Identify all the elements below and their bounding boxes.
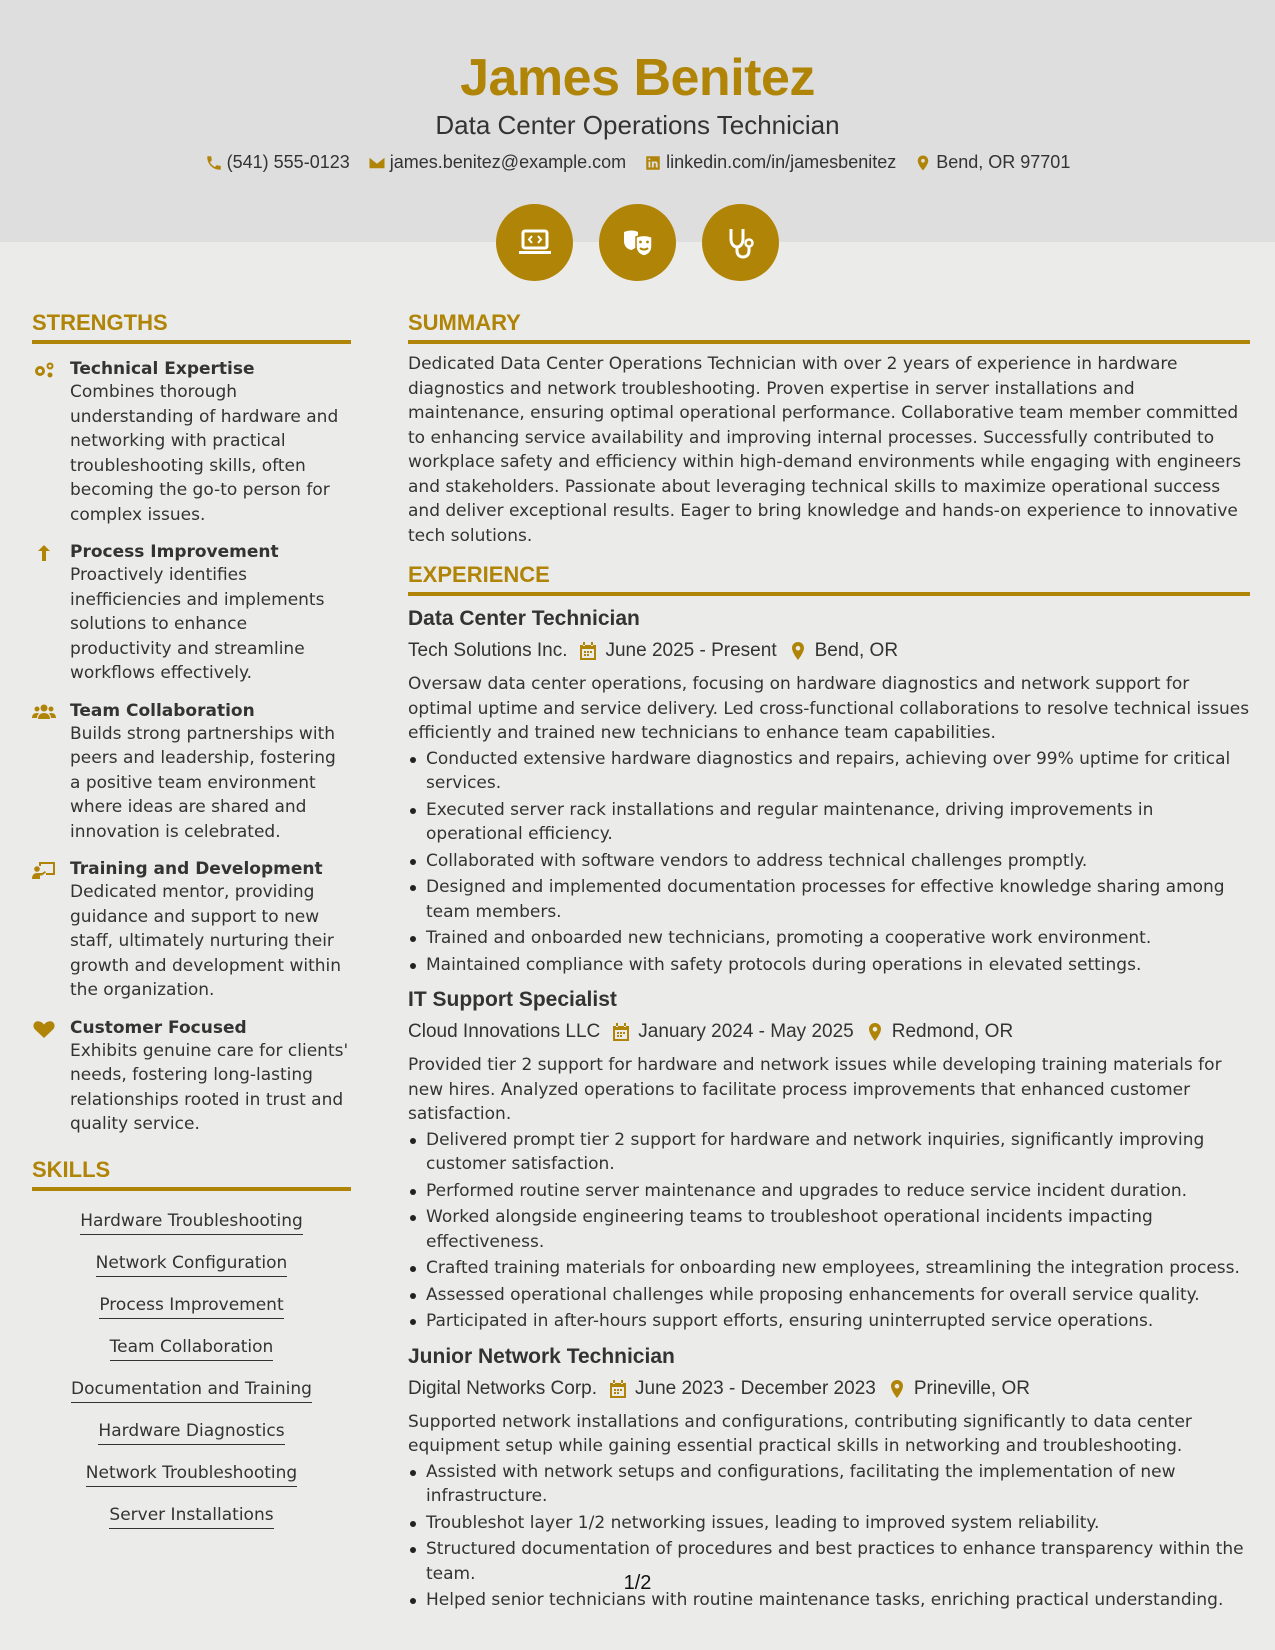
contact-row xyxy=(0,152,1275,173)
arrow-up-icon xyxy=(32,543,56,563)
bullet-item: Collaborated with software vendors to address technical challenges promptly. xyxy=(408,849,1250,874)
job-title: Data Center Technician xyxy=(408,607,640,630)
users-icon xyxy=(32,702,56,722)
bullet-item: Maintained compliance with safety protocols during operations in elevated settings. xyxy=(408,953,1250,978)
job-description: Supported network installations and configurations, contributing significantly to data center equipment setup while gaining essential practical skills in networking and troubleshooting. xyxy=(408,1411,1192,1456)
strength-title: Training and Development xyxy=(70,859,323,879)
gears-icon xyxy=(32,360,56,380)
bullet-item: Helped senior technicians with routine maintenance tasks, enriching practical understanding. xyxy=(408,1588,1250,1613)
job-location: Bend, OR xyxy=(814,640,899,661)
skill-item: Hardware Troubleshooting xyxy=(80,1203,303,1235)
bullet-item: Assessed operational challenges while proposing enhancements for overall service quality. xyxy=(408,1283,1250,1308)
job-dates: June 2025 - Present xyxy=(605,640,777,661)
calendar-icon xyxy=(609,1379,627,1399)
strength-description: Proactively identifies inefficiencies and implements solutions to enhance productivity and streamline workflows effectively. xyxy=(70,565,325,683)
linkedin-icon xyxy=(644,154,662,172)
job-dates: January 2024 - May 2025 xyxy=(638,1021,854,1042)
badge-row xyxy=(0,204,1275,281)
contact-linkedin[interactable] xyxy=(644,152,896,173)
bullet-item: Delivered prompt tier 2 support for hardware and network inquiries, significantly improving customer satisfaction. xyxy=(408,1128,1250,1177)
phone-icon xyxy=(205,154,223,172)
job-meta xyxy=(408,1376,1250,1402)
job-bullets xyxy=(408,1128,1250,1334)
skills-heading: SKILLS xyxy=(32,1157,351,1191)
envelope-icon xyxy=(368,154,386,172)
skill-item: Network Configuration xyxy=(96,1245,288,1277)
candidate-name: James Benitez xyxy=(460,49,815,107)
stethoscope-icon xyxy=(721,223,761,263)
badge-stethoscope xyxy=(702,204,779,281)
contact-text: (541) 555-0123 xyxy=(226,152,350,172)
badge-theater-masks xyxy=(599,204,676,281)
bullet-item: Conducted extensive hardware diagnostics and repairs, achieving over 99% uptime for critical services. xyxy=(408,747,1250,796)
job-bullets xyxy=(408,747,1250,978)
laptop-code-icon xyxy=(515,223,555,263)
contact-text: Bend, OR 97701 xyxy=(936,152,1071,172)
strength-description: Builds strong partnerships with peers and leadership, fostering a positive team environment where ideas are shared and innovation is celebrated. xyxy=(70,723,336,842)
theater-masks-icon xyxy=(618,223,658,263)
location-pin-icon xyxy=(888,1379,906,1399)
calendar-icon xyxy=(612,1022,630,1042)
left-column xyxy=(32,310,351,1539)
job-entry xyxy=(408,987,1250,1334)
strength-item xyxy=(32,1017,351,1137)
job-location: Prineville, OR xyxy=(913,1377,1030,1399)
summary-heading: SUMMARY xyxy=(408,310,1250,344)
strength-item xyxy=(32,541,351,686)
bullet-item: Designed and implemented documentation processes for effective knowledge sharing among team members. xyxy=(408,875,1250,924)
bullet-item: Worked alongside engineering teams to troubleshoot operational incidents impacting effectiveness. xyxy=(408,1205,1250,1254)
strength-description: Exhibits genuine care for clients' needs, fostering long-lasting relationships rooted in trust and quality service. xyxy=(70,1040,349,1134)
job-location: Redmond, OR xyxy=(891,1021,1014,1042)
right-column xyxy=(408,310,1250,1615)
job-company: Cloud Innovations LLC xyxy=(408,1021,601,1042)
bullet-item: Troubleshot layer 1/2 networking issues, leading to improved system reliability. xyxy=(408,1511,1250,1536)
bullet-item: Crafted training materials for onboarding new employees, streamlining the integration process. xyxy=(408,1256,1250,1281)
job-description: Provided tier 2 support for hardware and network issues while developing training materials for new hires. Analyzed operations to facilitate process improvements that enhanced customer satisfaction. xyxy=(408,1055,1222,1124)
page-indicator: 1/2 xyxy=(623,1572,652,1594)
strength-title: Process Improvement xyxy=(70,542,279,562)
job-title: Junior Network Technician xyxy=(408,1344,675,1368)
strength-title: Team Collaboration xyxy=(70,700,255,721)
job-entry xyxy=(408,606,1250,977)
contact-location xyxy=(914,152,1070,173)
experience-heading: EXPERIENCE xyxy=(408,562,1250,596)
skill-item: Network Troubleshooting xyxy=(86,1455,297,1487)
bullet-item: Structured documentation of procedures and best practices to enhance transparency within the team. xyxy=(408,1537,1250,1586)
summary-text: Dedicated Data Center Operations Technician with over 2 years of experience in hardware diagnostics and network troubleshooting. Proven expertise in server installations and maintenance, ensuring optimal operational performance. Collaborative team member committed to enhancing service availability and improving internal processes. Successfully contributed to workplace safety and efficiency within high-demand environments while engaging with engineers and stakeholders. Passionate about leveraging technical skills to maximize operational success and deliver exceptional results. Eager to bring knowledge and hands-on experience to innovative tech solutions. xyxy=(408,354,1242,546)
bullet-item: Performed routine server maintenance and upgrades to reduce service incident duration. xyxy=(408,1179,1250,1204)
contact-email[interactable] xyxy=(368,152,626,173)
strength-description: Combines thorough understanding of hardware and networking with practical troubleshooting skills, often becoming the go-to person for complex issues. xyxy=(70,382,339,525)
location-pin-icon xyxy=(866,1022,884,1042)
job-meta xyxy=(408,638,1250,664)
skill-item: Server Installations xyxy=(109,1497,273,1529)
job-company: Tech Solutions Inc. xyxy=(408,640,568,661)
job-dates: June 2023 - December 2023 xyxy=(635,1377,876,1399)
bullet-item: Executed server rack installations and regular maintenance, driving improvements in operational efficiency. xyxy=(408,798,1250,847)
strength-title: Technical Expertise xyxy=(70,359,255,379)
job-description: Oversaw data center operations, focusing on hardware diagnostics and network support for optimal uptime and service delivery. Led cross-functional collaborations to resolve technical issues efficiently and trained new technicians to enhance team capabilities. xyxy=(408,674,1250,743)
skills-list xyxy=(32,1203,351,1539)
skill-item: Team Collaboration xyxy=(110,1329,274,1361)
bullet-item: Assisted with network setups and configurations, facilitating the implementation of new infrastructure. xyxy=(408,1460,1250,1509)
job-meta xyxy=(408,1019,1250,1045)
contact-phone[interactable] xyxy=(205,152,350,173)
strength-description: Dedicated mentor, providing guidance and support to new staff, ultimately nurturing their growth and development within the organization. xyxy=(70,882,342,1000)
badge-laptop-code xyxy=(496,204,573,281)
skill-item: Process Improvement xyxy=(99,1287,283,1319)
location-pin-icon xyxy=(789,641,807,661)
contact-text: james.benitez@example.com xyxy=(389,152,627,172)
strength-item xyxy=(32,700,351,845)
strength-item xyxy=(32,858,351,1003)
strengths-heading: STRENGTHS xyxy=(32,310,351,344)
chalkboard-teacher-icon xyxy=(32,860,56,880)
calendar-icon xyxy=(579,641,597,661)
heart-icon xyxy=(32,1019,56,1039)
bullet-item: Trained and onboarded new technicians, promoting a cooperative work environment. xyxy=(408,926,1250,951)
skill-item: Documentation and Training xyxy=(71,1371,312,1403)
contact-text: linkedin.com/in/jamesbenitez xyxy=(666,152,897,172)
job-company: Digital Networks Corp. xyxy=(408,1377,597,1399)
bullet-item: Participated in after-hours support efforts, ensuring uninterrupted service operations. xyxy=(408,1309,1250,1334)
skill-item: Hardware Diagnostics xyxy=(98,1413,284,1445)
strength-title: Customer Focused xyxy=(70,1017,247,1038)
strength-item xyxy=(32,358,351,527)
location-pin-icon xyxy=(914,154,932,172)
candidate-role: Data Center Operations Technician xyxy=(435,110,840,140)
job-title: IT Support Specialist xyxy=(408,988,617,1011)
